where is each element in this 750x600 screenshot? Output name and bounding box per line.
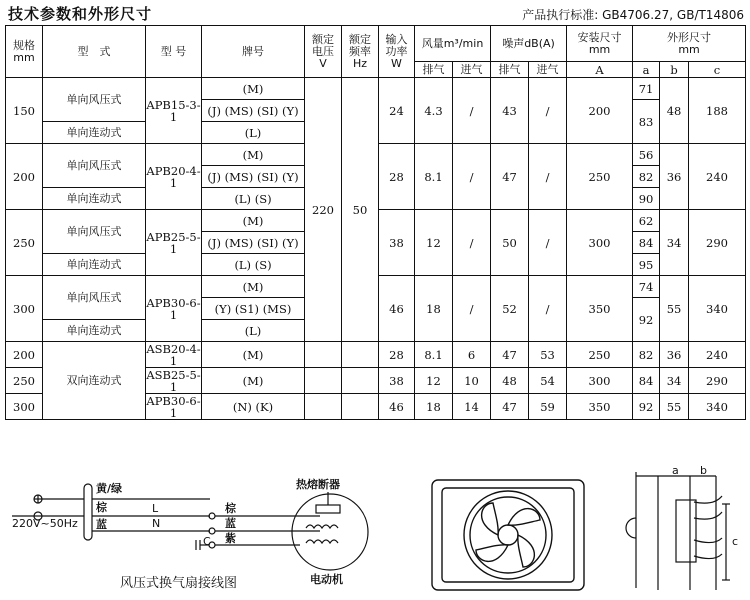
cell-power: 46 [379, 276, 415, 342]
cell-dim-a: 84 [633, 232, 660, 254]
cell-model: APB30-6-1 [146, 276, 202, 342]
cell-install: 300 [567, 210, 633, 276]
cell-dim-a: 92 [633, 394, 660, 420]
c-label: C [203, 535, 211, 548]
fuse-symbol [316, 505, 340, 513]
cell-air-exhaust: 12 [415, 368, 453, 394]
cell-brand: (L) [202, 320, 305, 342]
n-label: N [152, 517, 161, 530]
cell-dim-b: 34 [660, 210, 689, 276]
cell-type: 单向连动式 [43, 122, 146, 144]
cell-brand: (M) [202, 276, 305, 298]
cell-install: 250 [567, 342, 633, 368]
cell-voltage: 220 [305, 78, 342, 342]
cell-model: APB15-3-1 [146, 78, 202, 144]
header-frequency: 额定 频率 Hz [342, 26, 379, 78]
cell-voltage-blank [305, 368, 342, 394]
cell-dim-a: 62 [633, 210, 660, 232]
cell-brand: (J) (MS) (SI) (Y) [202, 166, 305, 188]
fan-front-view [432, 480, 584, 590]
cell-voltage-blank [305, 342, 342, 368]
motor-label: 电动机 [310, 573, 343, 586]
cell-brand: (L) (S) [202, 254, 305, 276]
cell-brand: (L) [202, 122, 305, 144]
cell-dim-c: 290 [689, 368, 746, 394]
cell-dim-c: 240 [689, 144, 746, 210]
header-outline: 外形尺寸 mm [633, 26, 746, 62]
cell-spec: 200 [6, 342, 43, 368]
cell-dim-a: 92 [633, 298, 660, 342]
cell-air-exhaust: 4.3 [415, 78, 453, 144]
cell-noise-exhaust: 47 [491, 144, 529, 210]
cell-air-intake: / [453, 210, 491, 276]
cell-dim-b: 48 [660, 78, 689, 144]
header-noise-intake: 进气 [529, 62, 567, 78]
header-dim-c: c [689, 62, 746, 78]
cell-noise-intake: 54 [529, 368, 567, 394]
cell-noise-exhaust: 50 [491, 210, 529, 276]
header-brand: 牌号 [202, 26, 305, 78]
cell-brand: (M) [202, 78, 305, 100]
cell-dim-a: 83 [633, 100, 660, 144]
cell-dim-b: 55 [660, 394, 689, 420]
standard-note: 产品执行标准: GB4706.27, GB/T14806 [522, 8, 744, 22]
header-row [6, 26, 746, 62]
cell-type: 单向连动式 [43, 254, 146, 276]
cell-type: 单向风压式 [43, 210, 146, 254]
cell-brand: (M) [202, 368, 305, 394]
cell-dim-c: 290 [689, 210, 746, 276]
cell-install: 250 [567, 144, 633, 210]
drawings [0, 462, 750, 600]
cell-air-intake: 14 [453, 394, 491, 420]
header-voltage: 额定 电压 V [305, 26, 342, 78]
cell-brand: (N) (K) [202, 394, 305, 420]
spec-table [5, 25, 746, 420]
l-label: L [152, 502, 159, 515]
cell-dim-b: 34 [660, 368, 689, 394]
cell-dim-a: 56 [633, 144, 660, 166]
header-type: 型 式 [43, 26, 146, 78]
cell-dim-b: 36 [660, 144, 689, 210]
cell-noise-exhaust: 47 [491, 394, 529, 420]
header-air-intake: 进气 [453, 62, 491, 78]
cell-frequency: 50 [342, 78, 379, 342]
cell-dim-b: 55 [660, 276, 689, 342]
cell-power: 46 [379, 394, 415, 420]
cell-frequency-blank [342, 368, 379, 394]
cell-power: 38 [379, 210, 415, 276]
header-install: 安装尺寸 mm [567, 26, 633, 62]
cell-noise-intake: 53 [529, 342, 567, 368]
cell-noise-intake: / [529, 276, 567, 342]
cell-brand: (J) (MS) (SI) (Y) [202, 232, 305, 254]
page-title: 技术参数和外形尺寸 [8, 5, 153, 23]
cell-dim-a: 90 [633, 188, 660, 210]
cell-dim-c: 188 [689, 78, 746, 144]
cell-model: ASB25-5-1 [146, 367, 201, 394]
cell-model: ASB20-4-1 [146, 341, 201, 368]
dim-c-label: c [732, 535, 739, 548]
cell-spec: 250 [6, 368, 43, 394]
cell-air-intake: 10 [453, 368, 491, 394]
cell-brand: (M) [202, 144, 305, 166]
wiring-caption: 风压式换气扇接线图 [120, 576, 238, 591]
header-dim-b: b [660, 62, 689, 78]
cell-brand: (M) [202, 342, 305, 368]
brown-label-left: 棕 [96, 501, 107, 514]
cell-dim-c: 340 [689, 276, 746, 342]
cell-power: 24 [379, 78, 415, 144]
cell-dim-a: 84 [633, 368, 660, 394]
cell-dim-a: 95 [633, 254, 660, 276]
header-noise: 噪声dB(A) [491, 26, 567, 62]
cell-air-exhaust: 18 [415, 276, 453, 342]
cell-type: 单向风压式 [43, 144, 146, 188]
cell-model: APB25-5-1 [146, 210, 202, 276]
cell-dim-c: 340 [689, 394, 746, 420]
cell-power: 38 [379, 368, 415, 394]
cell-power: 28 [379, 342, 415, 368]
cell-type: 单向风压式 [43, 276, 146, 320]
cell-air-exhaust: 12 [415, 210, 453, 276]
cell-frequency-blank [342, 394, 379, 420]
fan-side-view [626, 472, 730, 590]
cell-spec: 200 [6, 144, 43, 210]
cell-type: 单向连动式 [43, 320, 146, 342]
cell-spec: 150 [6, 78, 43, 144]
dim-b-label: b [700, 464, 707, 477]
table-row [6, 342, 746, 368]
supply-cable [84, 484, 92, 540]
cell-dim-a: 71 [633, 78, 660, 100]
cell-spec: 300 [6, 276, 43, 342]
purple-label: 紫 [225, 532, 236, 545]
cell-noise-intake: / [529, 78, 567, 144]
cell-air-exhaust: 8.1 [415, 342, 453, 368]
blue-label-left: 蓝 [96, 518, 107, 531]
cell-type: 单向连动式 [43, 188, 146, 210]
header-noise-exhaust: 排气 [491, 62, 529, 78]
cell-air-intake: 6 [453, 342, 491, 368]
fuse-label: 热熔断器 [296, 478, 340, 491]
yellow-green-label: 黄/绿 [96, 482, 123, 495]
cell-noise-exhaust: 52 [491, 276, 529, 342]
cell-noise-exhaust: 43 [491, 78, 529, 144]
header-airflow: 风量m³/min [415, 26, 491, 62]
cell-model: APB30-6-1 [146, 393, 201, 420]
header-model: 型 号 [146, 26, 202, 78]
table-row [6, 78, 746, 100]
cell-install: 350 [567, 276, 633, 342]
cell-spec: 300 [6, 394, 43, 420]
dim-a-label: a [672, 464, 679, 477]
cell-air-intake: / [453, 144, 491, 210]
cell-air-exhaust: 18 [415, 394, 453, 420]
cell-voltage-blank [305, 394, 342, 420]
cell-dim-b: 36 [660, 342, 689, 368]
cell-type: 单向风压式 [43, 78, 146, 122]
header-dim-a: a [633, 62, 660, 78]
cell-power: 28 [379, 144, 415, 210]
cell-spec: 250 [6, 210, 43, 276]
cell-install: 200 [567, 78, 633, 144]
cell-brand: (M) [202, 210, 305, 232]
cell-air-intake: / [453, 78, 491, 144]
cell-model: APB20-4-1 [146, 144, 202, 210]
supply-voltage-label: 220V~50Hz [12, 517, 78, 530]
cell-noise-intake: / [529, 144, 567, 210]
brown-label-right: 棕 [225, 502, 236, 515]
cell-install: 350 [567, 394, 633, 420]
cell-dim-a: 82 [633, 166, 660, 188]
cell-noise-exhaust: 48 [491, 368, 529, 394]
cell-dim-c: 240 [689, 342, 746, 368]
cell-brand: (L) (S) [202, 188, 305, 210]
blue-label-right: 蓝 [225, 517, 236, 530]
cell-dim-a: 82 [633, 342, 660, 368]
header-power: 输入 功率 W [379, 26, 415, 78]
cell-noise-intake: 59 [529, 394, 567, 420]
cell-air-exhaust: 8.1 [415, 144, 453, 210]
header-air-exhaust: 排气 [415, 62, 453, 78]
header-install-a: A [567, 62, 633, 78]
cell-noise-intake: / [529, 210, 567, 276]
cell-brand: (J) (MS) (SI) (Y) [202, 100, 305, 122]
cell-noise-exhaust: 47 [491, 342, 529, 368]
cell-air-intake: / [453, 276, 491, 342]
cell-frequency-blank [342, 342, 379, 368]
header-spec: 规格 mm [6, 26, 43, 78]
cell-brand: (Y) (S1) (MS) [202, 298, 305, 320]
cell-install: 300 [567, 368, 633, 394]
cell-dim-a: 74 [633, 276, 660, 298]
cell-type: 双向连动式 [43, 342, 146, 420]
